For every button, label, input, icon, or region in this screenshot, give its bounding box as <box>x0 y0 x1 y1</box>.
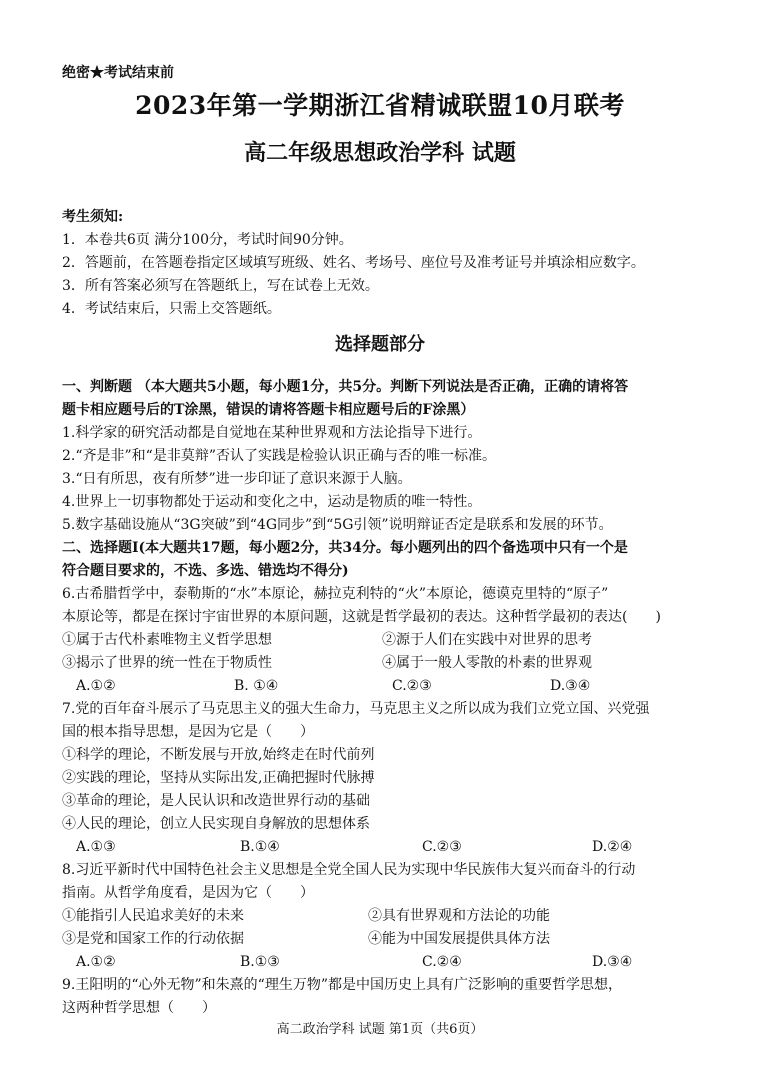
section-title: 选择题部分 <box>335 334 425 355</box>
candidate-notice <box>62 206 722 321</box>
q7-option: ②实践的理论，坚持从实际出发,正确把握时代脉搏 <box>62 770 375 786</box>
q6-answer-b: B. ①④ <box>234 678 279 694</box>
q7-answer-d: D.②④ <box>592 839 633 855</box>
q7-answer-a: A.①③ <box>76 839 116 855</box>
judge-item: 2.“齐是非”和“是非莫辩”否认了实践是检验认识正确与否的唯一标准。 <box>62 448 496 464</box>
confidential-mark: 绝密★考试结束前 <box>62 65 174 81</box>
notice-item: 2．答题前，在答题卷指定区域填写班级、姓名、考场号、座位号及准考证号并填涂相应数字。 <box>62 255 645 271</box>
q6-stem: 6.古希腊哲学中，泰勒斯的“水”本原论，赫拉克利特的“火”本原论，德谟克里特的“原子” <box>62 586 609 602</box>
q7-option: ③革命的理论，是人民认识和改造世界行动的基础 <box>62 793 370 809</box>
judge-item: 4.世界上一切事物都处于运动和变化之中，运动是物质的唯一特性。 <box>62 494 482 510</box>
q8-answer-a: A.①② <box>76 954 116 970</box>
judge-item: 5.数字基础设施从“3G突破”到“4G同步”到“5G引领”说明辩证否定是联系和发展的环节。 <box>62 517 613 533</box>
q6-answer-c: C.②③ <box>392 678 432 694</box>
part1-heading: 一、判断题 （本大题共5小题，每小题1分，共5分。判断下列说法是否正确，正确的请将答 <box>62 379 629 395</box>
q6-answer-a: A.①② <box>76 678 116 694</box>
q6-option: ④属于一般人零散的朴素的世界观 <box>382 655 592 671</box>
q8-answer-d: D.③④ <box>592 954 633 970</box>
q8-option: ④能为中国发展提供具体方法 <box>368 931 550 947</box>
q8-answer-b: B.①③ <box>240 954 280 970</box>
part2-heading-cont: 符合题目要求的，不选、多选、错选均不得分) <box>62 563 349 579</box>
q6-option: ③揭示了世界的统一性在于物质性 <box>62 655 272 671</box>
notice-heading: 考生须知: <box>62 209 124 225</box>
page-footer: 高二政治学科 试题 第1页（共6页） <box>276 1022 484 1037</box>
q7-answer-b: B.①④ <box>240 839 280 855</box>
questions-body <box>62 376 712 1020</box>
q7-stem-cont: 国的根本指导思想，是因为它是（ ） <box>62 724 314 740</box>
q7-option: ①科学的理论，不断发展与开放,始终走在时代前列 <box>62 747 375 763</box>
q8-option: ③是党和国家工作的行动依据 <box>62 931 244 947</box>
q6-answers <box>62 675 712 698</box>
q6-options-row <box>62 652 712 675</box>
notice-item: 1．本卷共6页 满分100分，考试时间90分钟。 <box>62 232 353 248</box>
q8-stem-cont: 指南。从哲学角度看，是因为它（ ） <box>62 885 314 901</box>
part2-heading: 二、选择题Ⅰ(本大题共17题，每小题2分，共34分。每小题列出的四个备选项中只有一个是 <box>62 540 628 556</box>
judge-item: 3.“日有所思，夜有所梦”进一步印证了意识来源于人脑。 <box>62 471 412 487</box>
q6-option: ②源于人们在实践中对世界的思考 <box>382 632 592 648</box>
q8-option: ②具有世界观和方法论的功能 <box>368 908 550 924</box>
q7-option: ④人民的理论，创立人民实现自身解放的思想体系 <box>62 816 370 832</box>
q6-option: ①属于古代朴素唯物主义哲学思想 <box>62 632 272 648</box>
notice-item: 4．考试结束后，只需上交答题纸。 <box>62 301 281 317</box>
notice-item: 3．所有答案必须写在答题纸上，写在试卷上无效。 <box>62 278 379 294</box>
q6-answer-d: D.③④ <box>550 678 591 694</box>
q8-options-row <box>62 905 712 928</box>
q7-stem: 7.党的百年奋斗展示了马克思主义的强大生命力，马克思主义之所以成为我们立党立国、兴党强 <box>62 701 650 717</box>
q8-stem: 8.习近平新时代中国特色社会主义思想是全党全国人民为实现中华民族伟大复兴而奋斗的行动 <box>62 862 636 878</box>
q6-options-row <box>62 629 712 652</box>
q8-option: ①能指引人民追求美好的未来 <box>62 908 244 924</box>
q9-stem-cont: 这两种哲学思想（ ） <box>62 1000 216 1016</box>
judge-item: 1.科学家的研究活动都是自觉地在某种世界观和方法论指导下进行。 <box>62 425 482 441</box>
q6-stem-cont: 本原论等，都是在探讨宇宙世界的本原问题，这就是哲学最初的表达。这种哲学最初的表达( ) <box>62 609 661 625</box>
exam-title: 2023年第一学期浙江省精诚联盟10月联考 <box>135 91 625 120</box>
q8-answers <box>62 951 712 974</box>
q8-answer-c: C.②④ <box>422 954 462 970</box>
exam-subtitle: 高二年级思想政治学科 试题 <box>244 140 516 166</box>
q7-answer-c: C.②③ <box>422 839 462 855</box>
q8-options-row <box>62 928 712 951</box>
q9-stem: 9.王阳明的“心外无物”和朱熹的“理生万物”都是中国历史上具有广泛影响的重要哲学思想， <box>62 977 622 993</box>
part1-heading-cont: 题卡相应题号后的T涂黑，错误的请将答题卡相应题号后的F涂黑） <box>62 402 475 418</box>
q7-answers <box>62 836 712 859</box>
